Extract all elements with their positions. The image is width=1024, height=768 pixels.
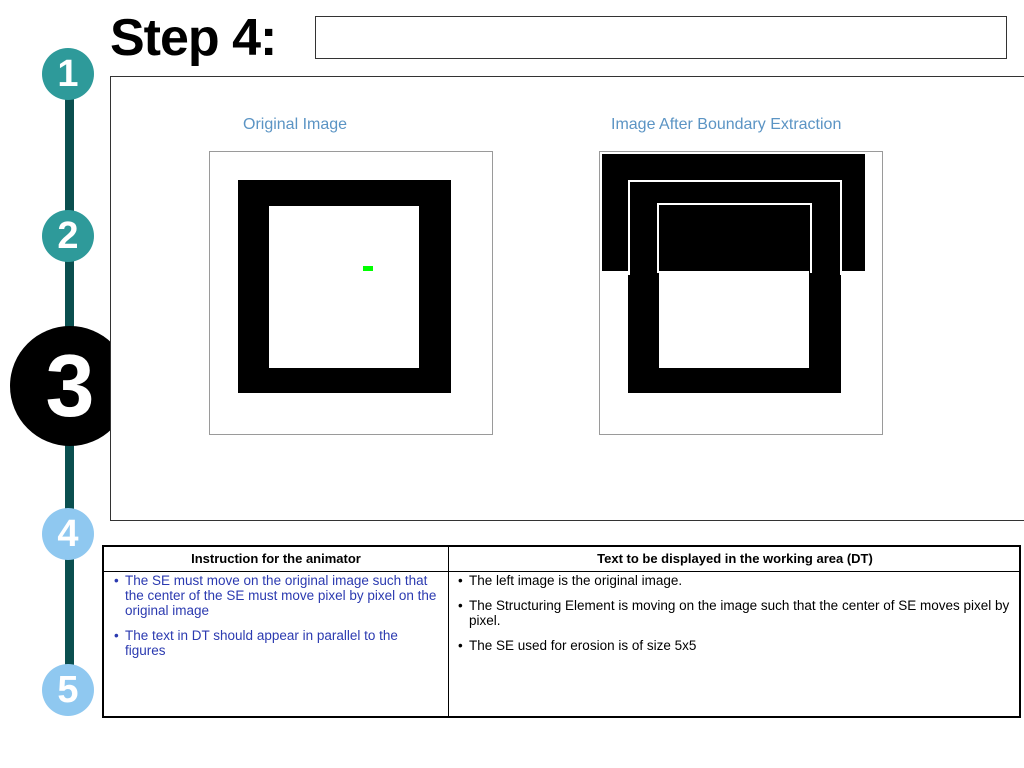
boundary-extraction-label: Image After Boundary Extraction <box>611 116 842 133</box>
working-area <box>110 76 1024 521</box>
list-item: • The SE must move on the original image such that the center of the SE must move pixel by pixel on the original image <box>112 573 442 618</box>
animator-instructions-cell <box>112 573 442 668</box>
step-1-button[interactable]: 1 <box>42 48 94 100</box>
step-5-button[interactable]: 5 <box>42 664 94 716</box>
column-divider <box>448 547 449 716</box>
structuring-element <box>363 266 373 271</box>
step-4-button[interactable]: 4 <box>42 508 94 560</box>
animator-column-header: Instruction for the animator <box>191 551 361 566</box>
step-3-button-current[interactable]: 3 <box>10 326 130 446</box>
original-image-figure <box>209 151 493 435</box>
instruction-table <box>102 545 1021 718</box>
dt-text-cell <box>456 573 1016 663</box>
list-item: • The Structuring Element is moving on the image such that the center of SE moves pixel by pixel. <box>456 598 1016 628</box>
step-title-box <box>315 16 1007 59</box>
original-image-label: Original Image <box>243 116 348 133</box>
page-title: Step 4: <box>110 9 277 67</box>
dt-column-header: Text to be displayed in the working area (DT) <box>597 551 873 566</box>
list-item: • The text in DT should appear in parallel to the figures <box>112 628 442 658</box>
table-header-row <box>104 547 1019 572</box>
object-inner-hole <box>269 206 419 368</box>
boundary-outline-inner <box>657 203 812 273</box>
list-item: • The left image is the original image. <box>456 573 1016 588</box>
list-item: • The SE used for erosion is of size 5x5 <box>456 638 1016 653</box>
step-2-button[interactable]: 2 <box>42 210 94 262</box>
boundary-extraction-figure <box>599 151 883 435</box>
